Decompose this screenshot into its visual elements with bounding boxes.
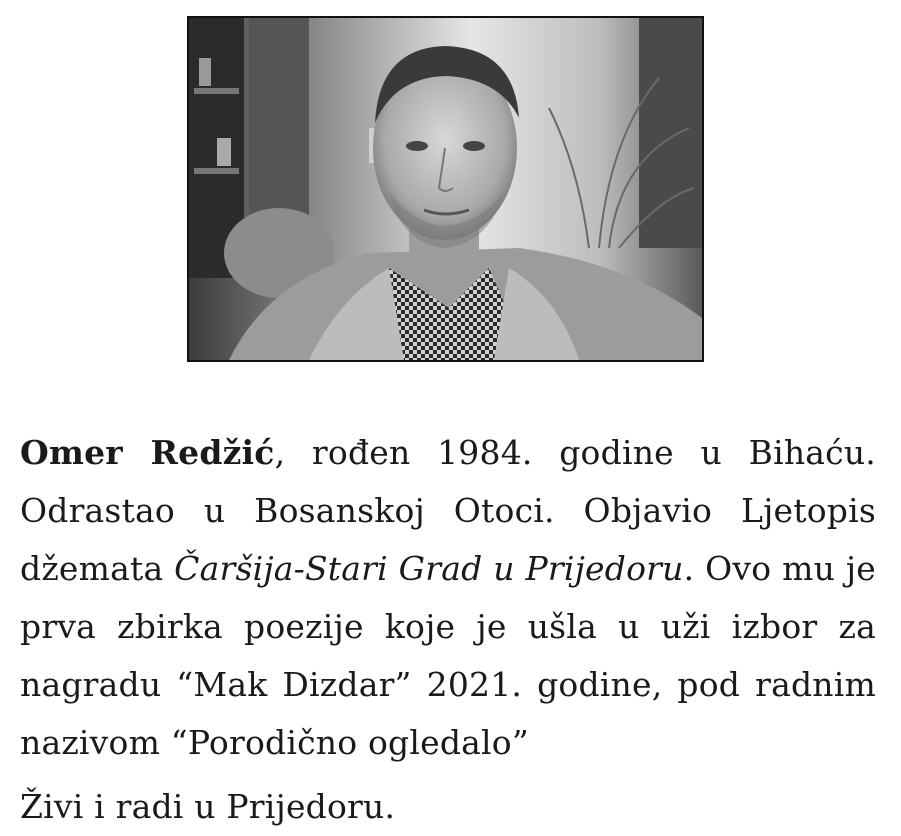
bio-paragraph [20, 424, 876, 772]
bio-intro: , rođen 1984. godine u Bihaću. Odrastao u Bosanskoj Otoci. Objavio Ljetopis džemata [20, 433, 876, 588]
author-portrait-image [189, 18, 702, 360]
bio-closing: Živi i radi u Prijedoru. [20, 787, 396, 826]
book-title: Čaršija-Stari Grad u Prijedoru [174, 549, 684, 588]
author-biography [20, 424, 876, 836]
author-photo [187, 16, 704, 362]
author-name: Omer Redžić [20, 433, 275, 472]
bio-rest: . Ovo mu je prva zbirka poezije koje je ušla u uži izbor za nagradu “Mak Dizdar” 2021. godine, pod radnim nazivom “Porodično ogledalo” [20, 549, 876, 762]
